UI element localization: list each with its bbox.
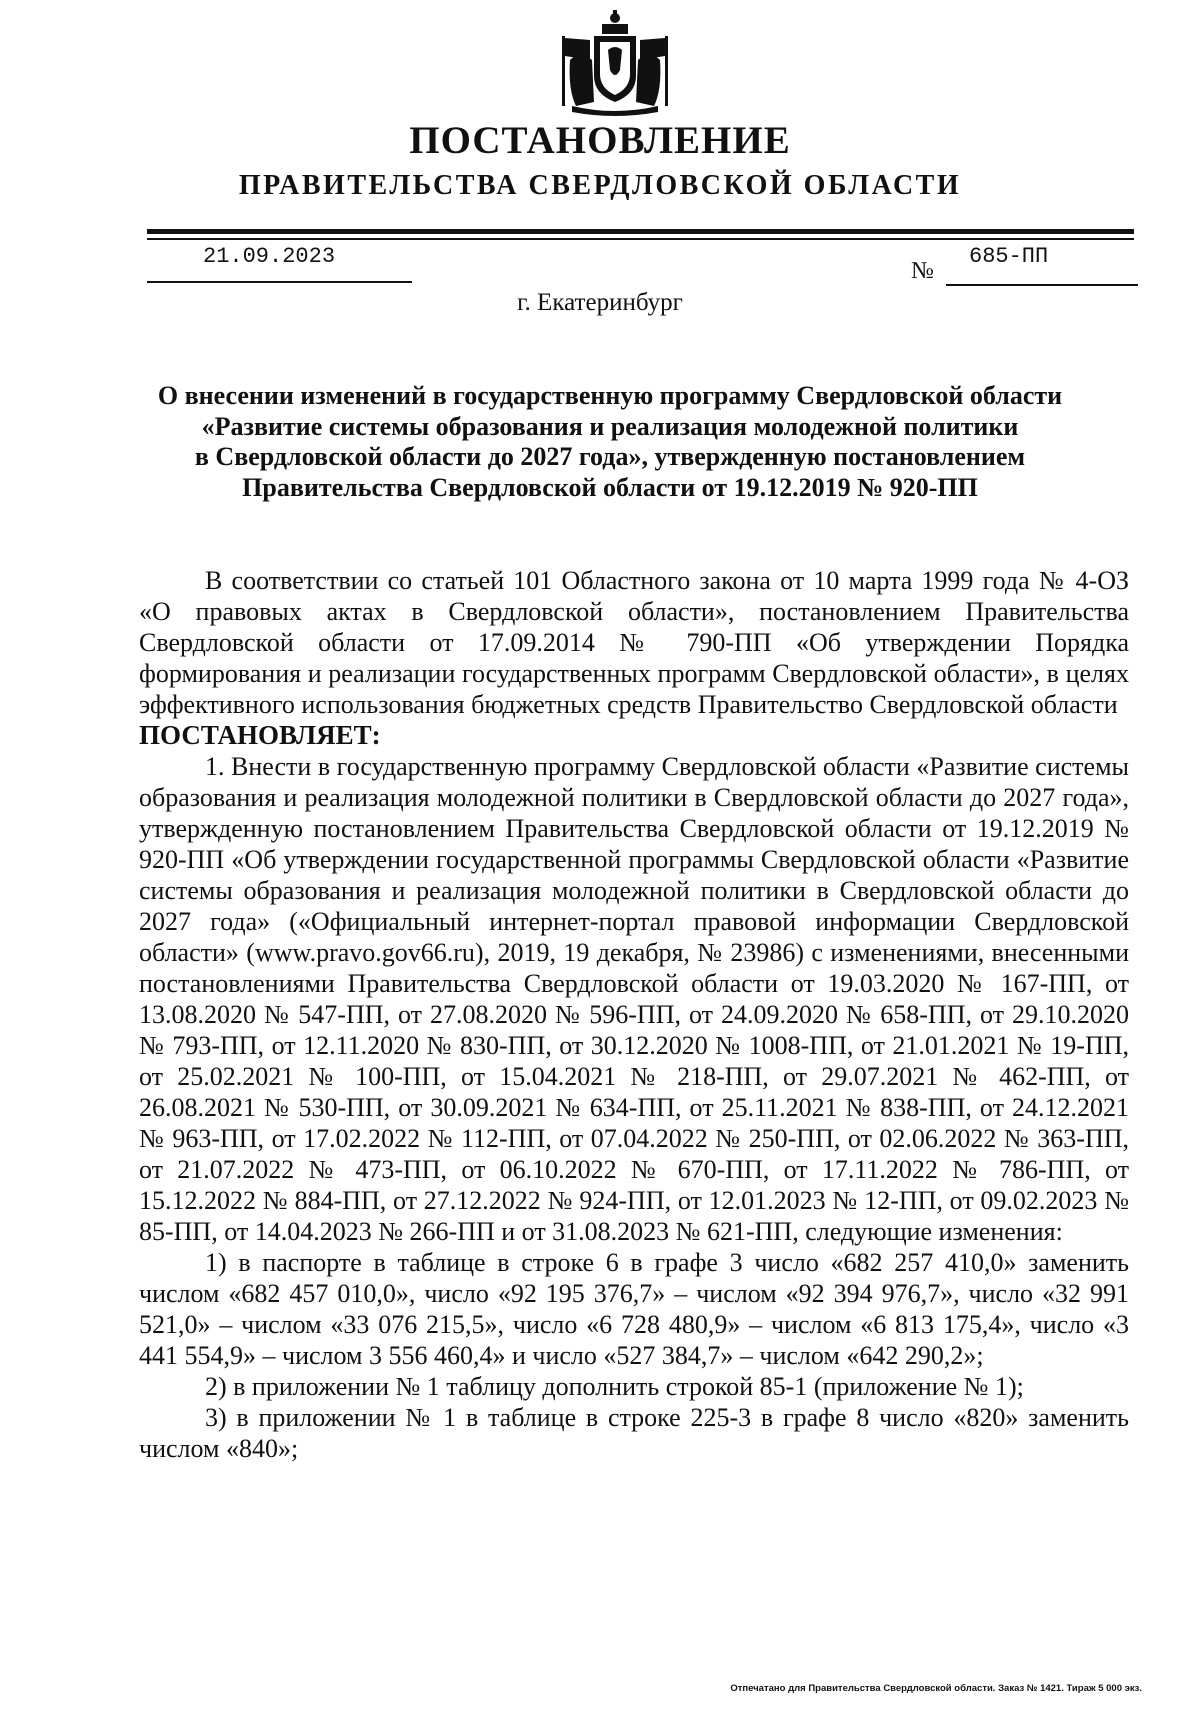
decree-word: ПОСТАНОВЛЯЕТ: <box>139 720 381 750</box>
heading-line: «Развитие системы образования и реализация молодежной политики <box>201 411 1019 441</box>
header-divider-thick <box>147 229 1134 234</box>
issuing-authority: ПРАВИТЕЛЬСТВА СВЕРДЛОВСКОЙ ОБЛАСТИ <box>238 170 962 201</box>
heading-line: в Свердловской области до 2027 года», утвержденную постановлением <box>194 442 1026 471</box>
coat-of-arms-emblem <box>550 10 680 118</box>
document-body <box>139 565 1129 1464</box>
heading-line: О внесении изменений в государственную программу Свердловской области <box>157 381 1063 410</box>
subitem-3-paragraph: 3) в приложении № 1 в таблице в строке 225-3 в графе 8 число «820» заменить числом «840»; <box>139 1403 1129 1463</box>
document-number: 685-ПП <box>969 244 1049 269</box>
document-title: ПОСТАНОВЛЕНИЕ <box>409 119 791 162</box>
header-divider-thin <box>147 238 1134 240</box>
heading-line: Правительства Свердловской области от 19.12.2019 № 920-ПП <box>242 472 978 502</box>
date-underline <box>147 281 412 283</box>
subitem-1-paragraph: 1) в паспорте в таблице в строке 6 в графе 3 число «682 257 410,0» заменить числом «682 457 010,0», число «92 195 376,7» – числом «92 394 976,7», число «32 991 521,0» – числом «33 076 215,5», число «6 728 480,9» – числом «6 813 175,4», число «3 441 554,9» – числом 3 556 460,4» и число «527 384,7» – числом «642 290,2»; <box>139 1248 1129 1370</box>
number-underline <box>946 284 1138 286</box>
print-note: Отпечатано для Правительства Свердловской области. Заказ № 1421. Тираж 5 000 экз. <box>730 1683 1142 1694</box>
document-date: 21.09.2023 <box>203 244 336 269</box>
preamble-paragraph: В соответствии со статьей 101 Областного закона от 10 марта 1999 года № 4-ОЗ «О правовых актах в Свердловской области», постановлением Правительства Свердловской области от 17.09.2014 № 790-ПП «Об утверждении Порядка формирования и реализации государственных программ Свердловской области», в целях эффективного использования бюджетных средств Правительство Свердловской области <box>139 566 1129 719</box>
subitem-2-paragraph: 2) в приложении № 1 таблицу дополнить строкой 85-1 (приложение № 1); <box>205 1372 1024 1401</box>
item-1-paragraph: 1. Внести в государственную программу Свердловской области «Развитие системы образования и реализация молодежной политики в Свердловской области до 2027 года», утвержденную постановлением Правительства Свердловской области от 19.12.2019 № 920-ПП «Об утверждении государственной программы Свердловской области «Развитие системы образования и реализация молодежной политики в Свердловской области до 2027 года» («Официальный интернет-портал правовой информации Свердловской области» (www.pravo.gov66.ru), 2019, 19 декабря, № 23986) с изменениями, внесенными постановлениями Правительства Свердловской области от 19.03.2020 № 167-ПП, от 13.08.2020 № 547-ПП, от 27.08.2020 № 596-ПП, от 24.09.2020 № 658-ПП, от 29.10.2020 № 793-ПП, от 12.11.2020 № 830-ПП, от 30.12.2020 № 1008-ПП, от 21.01.2021 № 19-ПП, от 25.02.2021 № 100-ПП, от 15.04.2021 № 218-ПП, от 29.07.2021 № 462-ПП, от 26.08.2021 № 530-ПП, от 30.09.2021 № 634-ПП, от 25.11.2021 № 838-ПП, от 24.12.2021 № 963-ПП, от 17.02.2022 № 112-ПП, от 07.04.2022 № 250-ПП, от 02.06.2022 № 363-ПП, от 21.07.2022 № 473-ПП, от 06.10.2022 № 670-ПП, от 17.11.2022 № 786-ПП, от 15.12.2022 № 884-ПП, от 27.12.2022 № 924-ПП, от 12.01.2023 № 12-ПП, от 09.02.2023 № 85-ПП, от 14.04.2023 № 266-ПП и от 31.08.2023 № 621-ПП, следующие изменения: <box>139 752 1129 1246</box>
document-heading <box>120 381 1100 503</box>
document-city: г. Екатеринбург <box>517 289 683 316</box>
number-sign: № <box>911 258 934 284</box>
